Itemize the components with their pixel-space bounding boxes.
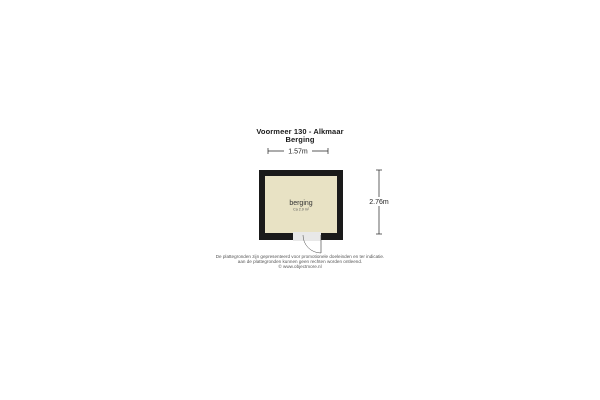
disclaimer-line-1: De plattegronden zijn gepresenteerd voor promotionele doeleinden en ter indicatie.: [215, 254, 385, 259]
door-opening: [293, 232, 321, 241]
disclaimer-line-3: © www.objectmore.nl: [278, 264, 322, 269]
disclaimer-line-2: aan de plattegronden kunnen geen rechten worden ontleend.: [237, 259, 363, 264]
width-label: 1.57m: [288, 148, 308, 156]
room-name: berging: [289, 200, 313, 207]
width-dimension: [268, 147, 328, 156]
height-label: 2.76m: [369, 199, 389, 206]
height-dimension: [366, 170, 393, 234]
room-area: Ca 2.9 m²: [293, 207, 309, 212]
plan-title: Voormeer 130 - Alkmaar: [256, 127, 344, 136]
plan-subtitle: Berging: [285, 135, 315, 144]
